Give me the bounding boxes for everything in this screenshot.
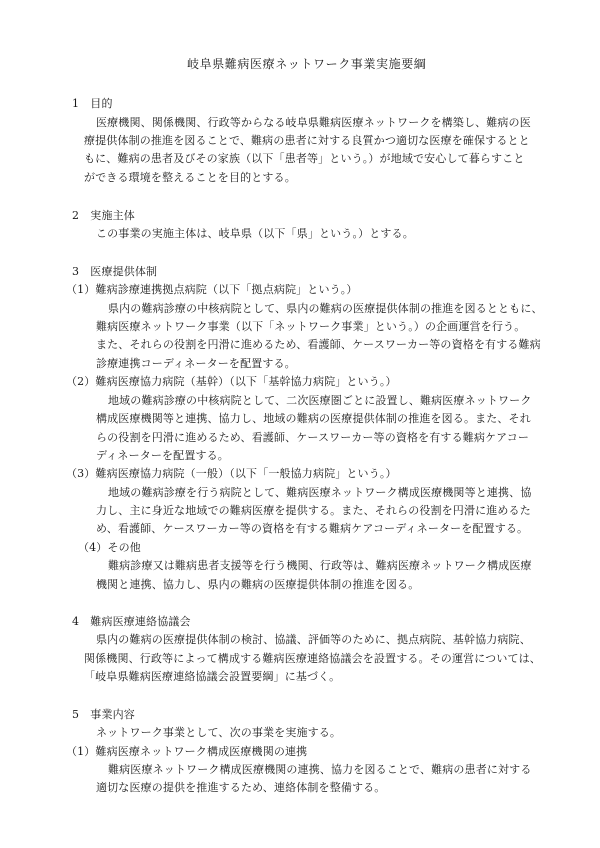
subsection-heading: （2）難病医療協力病院（基幹）（以下「基幹協力病院」という。） — [66, 375, 397, 388]
body-line: 難病医療ネットワーク事業（以下「ネットワーク事業」という。）の企画運営を行う。 — [96, 320, 526, 333]
body-line: 療提供体制の推進を図ることで、難病の患者に対する良質かつ適切な医療を確保するとと — [84, 134, 530, 147]
body-line: 難病医療ネットワーク構成医療機関の連携、協力を図ることで、難病の患者に対する — [108, 763, 532, 776]
section-heading: 4 難病医療連絡協議会 — [72, 615, 191, 628]
body-line: め、看護師、ケースワーカー等の資格を有する難病ケアコーディネーターを配置する。 — [96, 522, 529, 535]
document-title: 岐阜県難病医療ネットワーク事業実施要綱 — [187, 57, 427, 71]
body-line: 関係機関、行政等によって構成する難病医療連絡協議会を設置する。その運営については、 — [84, 652, 541, 665]
body-line: 診療連携コーディネーターを配置する。 — [96, 357, 296, 370]
body-line: らの役割を円滑に進めるため、看護師、ケースワーカー等の資格を有する難病ケアコー — [96, 431, 530, 444]
section-heading: 2 実施主体 — [72, 209, 135, 222]
body-line: 県内の難病の医療提供体制の検討、協議、評価等のために、拠点病院、基幹協力病院、 — [96, 633, 531, 646]
body-line: 適切な医療の提供を推進するため、連絡体制を整備する。 — [96, 781, 386, 794]
body-line: ができる環境を整えることを目的とする。 — [84, 171, 296, 184]
body-line: ディネーターを配置する。 — [96, 449, 229, 462]
body-line: 地域の難病診療の中核病院として、二次医療圏ごとに設置し、難病医療ネットワーク — [108, 394, 532, 407]
body-line: 構成医療機関等と連携、協力し、地域の難病の医療提供体制の推進を図る。また、それ — [96, 412, 531, 425]
section-heading: 1 目的 — [72, 97, 113, 110]
section-heading: 3 医療提供体制 — [72, 265, 158, 278]
body-line: 県内の難病診療の中核病院として、県内の難病の医療提供体制の推進を図るとともに、 — [108, 302, 543, 315]
body-line: 機関と連携、協力し、県内の難病の医療提供体制の推進を図る。 — [96, 578, 420, 591]
subsection-heading: （1）難病医療ネットワーク構成医療機関の連携 — [66, 745, 308, 758]
body-line: 難病診療又は難病患者支援等を行う機関、行政等は、難病医療ネットワーク構成医療 — [108, 559, 532, 572]
subsection-heading: （1）難病診療連携拠点病院（以下「拠点病院」という。） — [66, 283, 358, 296]
subsection-heading: （4）その他 — [78, 541, 141, 554]
body-line: この事業の実施主体は、岐阜県（以下「県」という。）とする。 — [96, 227, 414, 240]
body-line: 「岐阜県難病医療連絡協議会設置要綱」に基づく。 — [84, 670, 341, 683]
body-line: 地域の難病診療を行う病院として、難病医療ネットワーク構成医療機関等と連携、協 — [108, 486, 532, 499]
section-heading: 5 事業内容 — [72, 708, 135, 721]
body-line: もに、難病の患者及びその家族（以下「患者等」という。）が地域で安心して暮らすこと — [84, 152, 525, 165]
body-line: ネットワーク事業として、次の事業を実施する。 — [96, 726, 342, 739]
subsection-heading: （3）難病医療協力病院（一般）（以下「一般協力病院」という。） — [66, 467, 397, 480]
body-line: また、それらの役割を円滑に進めるため、看護師、ケースワーカー等の資格を有する難病 — [96, 338, 541, 351]
body-line: 力し、主に身近な地域での難病医療を提供する。また、それらの役割を円滑に進めるた — [96, 504, 531, 517]
body-line: 医療機関、関係機関、行政等からなる岐阜県難病医療ネットワークを構築し、難病の医 — [96, 116, 531, 129]
